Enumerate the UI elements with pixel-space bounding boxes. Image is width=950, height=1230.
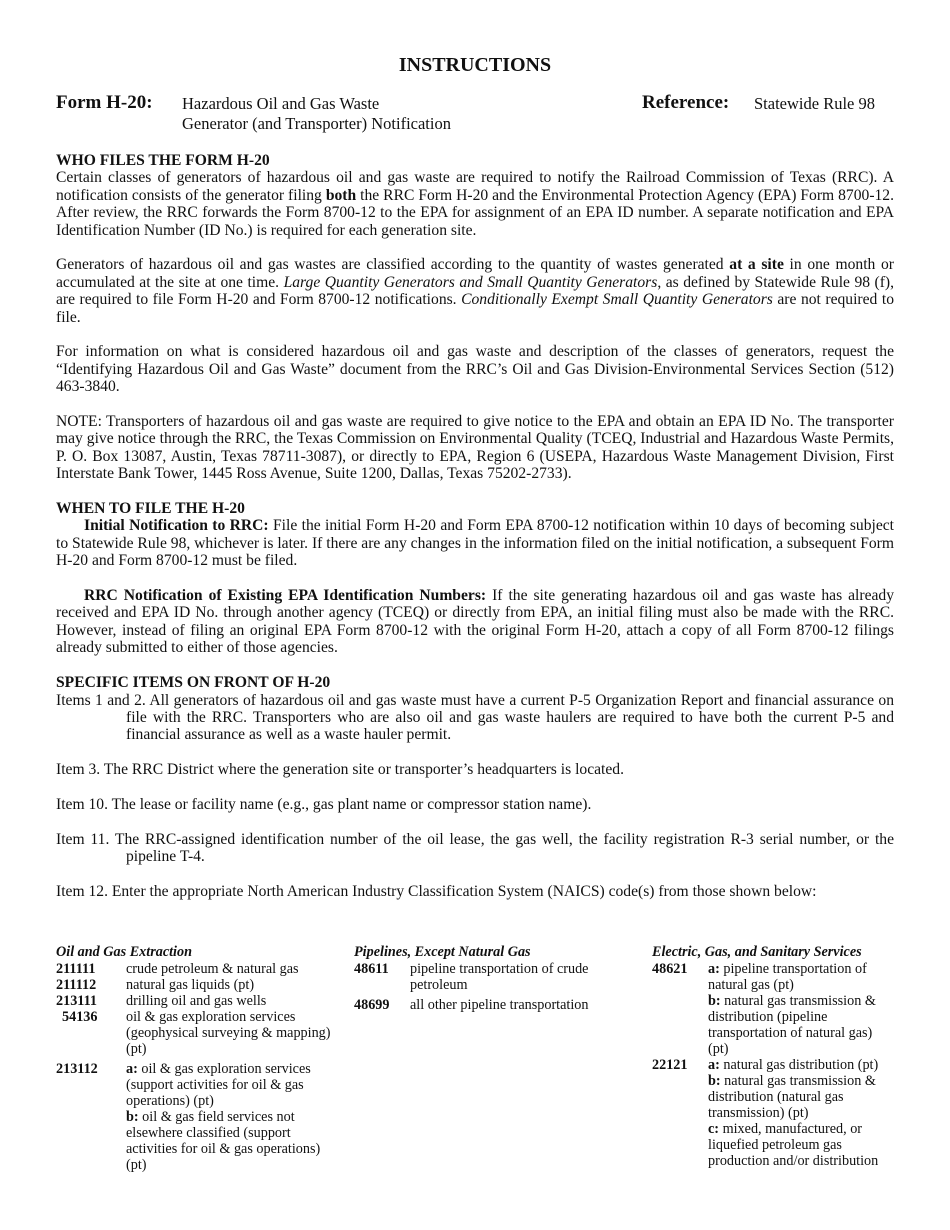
who-files-paragraph-1 bbox=[56, 169, 894, 239]
naics-code: 211112 bbox=[56, 977, 97, 993]
text-run: natural gas distribution (pt) bbox=[719, 1057, 879, 1073]
who-files-section bbox=[56, 152, 894, 900]
naics-description: natural gas liquids (pt) bbox=[126, 977, 255, 993]
naics-row bbox=[354, 961, 616, 993]
naics-code: 54136 bbox=[62, 1009, 98, 1025]
naics-code: 211111 bbox=[56, 961, 96, 977]
item-entry: Item 10. The lease or facility name (e.g., gas plant name or compressor station name). bbox=[56, 795, 592, 813]
initial-notification-paragraph bbox=[56, 517, 894, 569]
page-title: INSTRUCTIONS bbox=[398, 54, 552, 76]
sub-label: b: bbox=[708, 993, 721, 1009]
naics-column-heading: Oil and Gas Extraction bbox=[56, 944, 192, 960]
text-run: oil & gas exploration services (support activities for oil & gas operations) (pt) bbox=[126, 1061, 311, 1109]
naics-row bbox=[56, 1009, 340, 1057]
reference-value: Statewide Rule 98 bbox=[754, 94, 875, 113]
text-run-bold: both bbox=[325, 186, 357, 204]
section-heading-who-files: WHO FILES THE FORM H-20 bbox=[56, 152, 270, 169]
naics-column-pipelines bbox=[354, 944, 616, 1013]
form-title bbox=[182, 94, 451, 134]
text-run-bold: RRC Notification of Existing EPA Identification Numbers: bbox=[84, 587, 487, 605]
form-header bbox=[56, 92, 894, 138]
naics-row bbox=[56, 961, 340, 977]
text-run: the RRC Form H-20 and the Environmental Protection Agency (EPA) Form 8700-12. After review, the RRC forwards the Form 8700-12 to the EPA for assignment of an EPA ID number. A separate notification and EPA Identification Number (ID No.) is required for each generation site. bbox=[56, 186, 895, 239]
text-run-italic: Large Quantity Generators and Small Quantity Generators bbox=[283, 273, 658, 291]
naics-description: oil & gas exploration services (geophysical surveying & mapping) (pt) bbox=[126, 1009, 331, 1057]
text-run: mixed, manufactured, or liquefied petroleum gas production and/or distribution bbox=[708, 1121, 879, 1169]
naics-row bbox=[652, 961, 894, 1057]
naics-description: crude petroleum & natural gas bbox=[126, 961, 299, 977]
text-run: Certain classes of generators of hazardous oil and gas waste are required to notify the Railroad Commission of Texas (RRC). A notification consists of the generator filing bbox=[56, 169, 894, 204]
naics-description: all other pipeline transportation bbox=[410, 997, 589, 1013]
naics-row bbox=[354, 997, 616, 1013]
text-run: If the site generating hazardous oil and gas waste has already received and EPA ID No. through another agency (TCEQ) or directly from EPA, an initial filing must also be made with the RRC. However, instead of filing an original EPA Form 8700-12 with the original Form H-20, attach a copy of all Form 8700-12 filings already submitted to either of those agencies. bbox=[56, 587, 895, 657]
who-files-paragraph-3: For information on what is considered hazardous oil and gas waste and description of the classes of generators, request the “Identifying Hazardous Oil and Gas Waste” document from the RRC’s Oil and Gas Division-Environmental Services Section (512) 463-3840. bbox=[56, 343, 894, 396]
naics-column-heading: Electric, Gas, and Sanitary Services bbox=[652, 944, 862, 960]
text-run: are not required to file. bbox=[56, 291, 894, 326]
item-entry: Items 1 and 2. All generators of hazardous oil and gas waste must have a current P-5 Organization Report and financial assurance on file with the RRC. Transporters who are also oil and gas waste haulers are required to have both the current P-5 and financial assurance as well as a waste hauler permit. bbox=[56, 691, 894, 744]
form-title-line2: Generator (and Transporter) Notification bbox=[182, 114, 451, 133]
naics-description: pipeline transportation of crude petroleum bbox=[410, 961, 589, 993]
naics-code: 213111 bbox=[56, 993, 97, 1009]
sub-label: a: bbox=[126, 1061, 138, 1077]
naics-column-heading: Pipelines, Except Natural Gas bbox=[354, 944, 531, 960]
who-files-paragraph-2 bbox=[56, 256, 894, 326]
naics-description bbox=[708, 1057, 894, 1169]
transporter-note: NOTE: Transporters of hazardous oil and gas waste are required to give notice to the EPA and obtain an EPA ID No. The transporter may give notice through the RRC, the Texas Commission on Environmental Quality (TCEQ, Industrial and Hazardous Waste Permits, P. O. Box 13087, Austin, Texas 78711-3087), or directly to EPA, Region 6 (USEPA, Hazardous Waste Management Division, First Interstate Bank Tower, 1445 Ross Avenue, Suite 1200, Dallas, Texas 75202-2733). bbox=[56, 413, 894, 483]
text-run: in one month or accumulated at the site at one time. bbox=[56, 256, 894, 291]
sub-label: b: bbox=[708, 1073, 721, 1089]
text-run: Generators of hazardous oil and gas wastes are classified according to the quantity of wastes generated bbox=[56, 256, 730, 274]
form-title-line1: Hazardous Oil and Gas Waste bbox=[182, 94, 380, 113]
form-label: Form H-20: bbox=[56, 92, 153, 113]
naics-code: 48621 bbox=[652, 961, 688, 977]
naics-description bbox=[708, 961, 894, 1057]
text-run-bold: at a site bbox=[729, 256, 784, 274]
text-run: natural gas transmission & distribution (pipeline transportation of natural gas) (pt) bbox=[708, 993, 876, 1057]
text-run-bold: Initial Notification to RRC: bbox=[84, 517, 269, 535]
text-run: pipeline transportation of natural gas (pt) bbox=[708, 961, 867, 993]
item-entry: Item 11. The RRC-assigned identification number of the oil lease, the gas well, the facility registration R-3 serial number, or the pipeline T-4. bbox=[56, 830, 894, 866]
section-heading-when-to-file: WHEN TO FILE THE H-20 bbox=[56, 500, 245, 518]
naics-row bbox=[56, 1061, 340, 1173]
text-run-italic: Conditionally Exempt Small Quantity Generators bbox=[461, 291, 773, 309]
naics-code: 22121 bbox=[652, 1057, 688, 1073]
text-run: natural gas transmission & distribution (natural gas transmission) (pt) bbox=[708, 1073, 876, 1121]
naics-description bbox=[126, 1061, 340, 1173]
sub-label: c: bbox=[708, 1121, 720, 1137]
naics-description: drilling oil and gas wells bbox=[126, 993, 267, 1009]
text-run: oil & gas field services not elsewhere classified (support activities for oil & gas operations) (pt) bbox=[126, 1109, 321, 1173]
naics-row bbox=[56, 993, 340, 1009]
item-entry: Item 3. The RRC District where the generation site or transporter’s headquarters is located. bbox=[56, 761, 624, 779]
naics-column-oil-gas-extraction bbox=[56, 944, 340, 1173]
naics-column-electric-gas-sanitary bbox=[652, 944, 894, 1169]
sub-label: b: bbox=[126, 1109, 139, 1125]
item-entry: Item 12. Enter the appropriate North American Industry Classification System (NAICS) code(s) from those shown below: bbox=[56, 882, 817, 900]
sub-label: a: bbox=[708, 1057, 720, 1073]
text-run: File the initial Form H-20 and Form EPA 8700-12 notification within 10 days of becoming subject to Statewide Rule 98, whichever is later. If there are any changes in the information filed on the initial notification, a subsequent Form H-20 and Form 8700-12 must be filed. bbox=[56, 517, 895, 570]
text-run: , as defined by Statewide Rule 98 (f), are required to file Form H-20 and Form 8700-12 notifications. bbox=[56, 273, 895, 309]
existing-epa-paragraph bbox=[56, 587, 894, 657]
naics-code: 48611 bbox=[354, 961, 389, 977]
section-heading-specific-items: SPECIFIC ITEMS ON FRONT OF H-20 bbox=[56, 674, 331, 692]
naics-row bbox=[652, 1057, 894, 1169]
naics-row bbox=[56, 977, 340, 993]
naics-code: 48699 bbox=[354, 997, 390, 1013]
sub-label: a: bbox=[708, 961, 720, 977]
reference-label: Reference: bbox=[642, 92, 730, 113]
naics-code: 213112 bbox=[56, 1061, 98, 1077]
